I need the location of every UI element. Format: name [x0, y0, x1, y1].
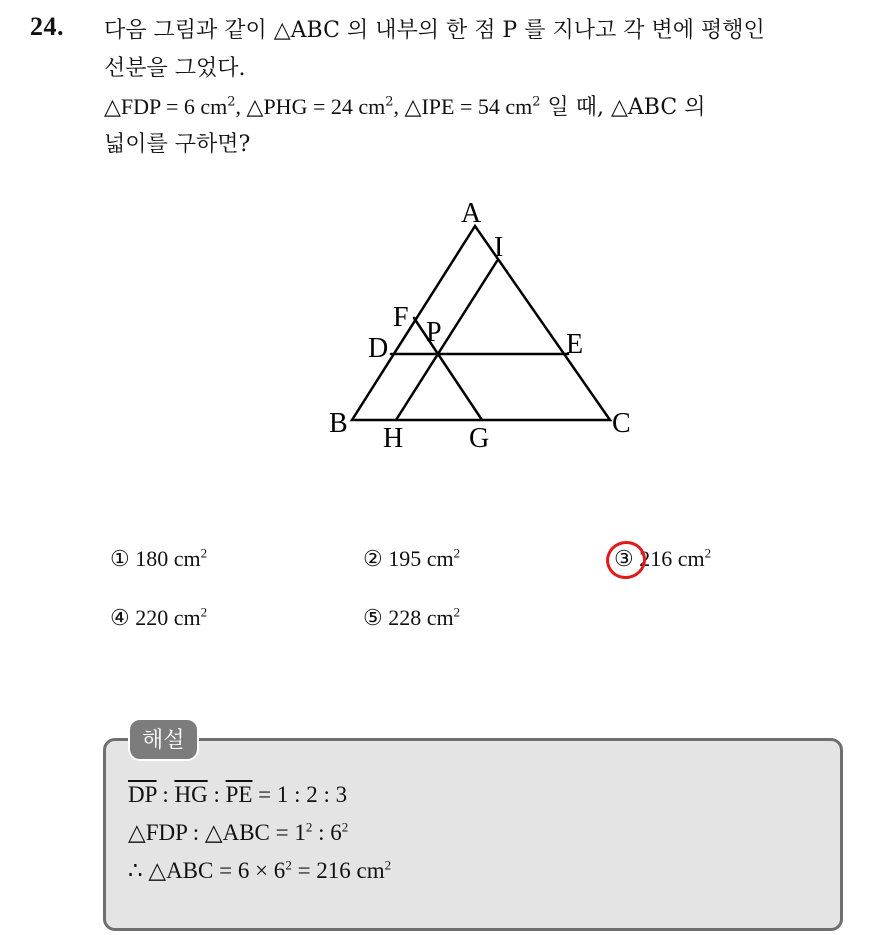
sup: 2: [227, 94, 236, 110]
sup: 2: [200, 545, 208, 561]
choice-number: ②: [363, 546, 383, 571]
result-text: ∴ △ABC = 6 × 6: [128, 858, 286, 883]
label-c: C: [612, 408, 631, 439]
triangle-abc: [352, 226, 610, 420]
label-e: E: [566, 329, 584, 360]
label-g: G: [469, 423, 490, 454]
solution-line-2: [128, 820, 348, 846]
choice-2[interactable]: [363, 546, 460, 572]
sup: 2: [200, 604, 208, 620]
choice-value: 195 cm: [388, 546, 454, 571]
choice-value: 228 cm: [388, 605, 454, 630]
area-ipe: , △IPE = 54 cm: [393, 94, 533, 119]
choice-number: ⑤: [363, 605, 383, 630]
question-line-4: 넓이를 구하면?: [104, 132, 251, 157]
choice-number: ①: [110, 546, 130, 571]
sup: 2: [305, 819, 313, 835]
choice-number: ③: [614, 546, 634, 571]
choice-5[interactable]: [363, 605, 460, 631]
ratio-text: : 6: [312, 820, 342, 845]
label-f: F: [393, 302, 409, 333]
choice-4[interactable]: [110, 605, 207, 631]
ratio-text: △FDP : △ABC = 1: [128, 820, 306, 845]
choice-value: 180 cm: [135, 546, 201, 571]
sup: 2: [341, 819, 349, 835]
label-b: B: [329, 408, 348, 439]
segment-fg: [414, 318, 482, 420]
sup: 2: [385, 94, 394, 110]
segment-dp: $\overline{DP}$: [128, 782, 157, 807]
question-line-2: 선분을 그었다.: [104, 56, 246, 81]
sup: 2: [453, 545, 461, 561]
choice-value: 216 cm: [639, 546, 705, 571]
choice-value: 220 cm: [135, 605, 201, 630]
solution-tag: 해설: [128, 718, 199, 761]
sup: 2: [285, 857, 292, 873]
question-number: 24.: [30, 12, 64, 41]
sup: 2: [704, 545, 712, 561]
ratio: = 1 : 2 : 3: [252, 782, 348, 807]
choice-1[interactable]: [110, 546, 207, 572]
sep: :: [207, 782, 226, 807]
choice-number: ④: [110, 605, 130, 630]
solution-line-3: [128, 858, 391, 884]
label-p: P: [426, 317, 442, 348]
area-phg: , △PHG = 24 cm: [235, 94, 386, 119]
label-i: I: [494, 232, 504, 263]
sup: 2: [453, 604, 461, 620]
area-fdp: △FDP = 6 cm: [104, 94, 228, 119]
question-line-1: 다음 그림과 같이 △ABC 의 내부의 한 점 P 를 지나고 각 변에 평행인: [104, 18, 765, 43]
question-line-3-tail: 일 때, △ABC 의: [540, 95, 706, 120]
label-h: H: [383, 423, 404, 454]
solution-line-1: [128, 782, 347, 808]
segment-hg: $\overline{HG}$: [174, 782, 208, 807]
segment-hi: [396, 261, 497, 420]
sep: :: [156, 782, 175, 807]
label-d: D: [368, 333, 389, 364]
sup: 2: [384, 857, 392, 873]
result-text: = 216 cm: [291, 858, 385, 883]
sup: 2: [532, 94, 541, 110]
segment-pe: $\overline{PE}$: [225, 782, 253, 807]
label-a: A: [461, 198, 482, 229]
